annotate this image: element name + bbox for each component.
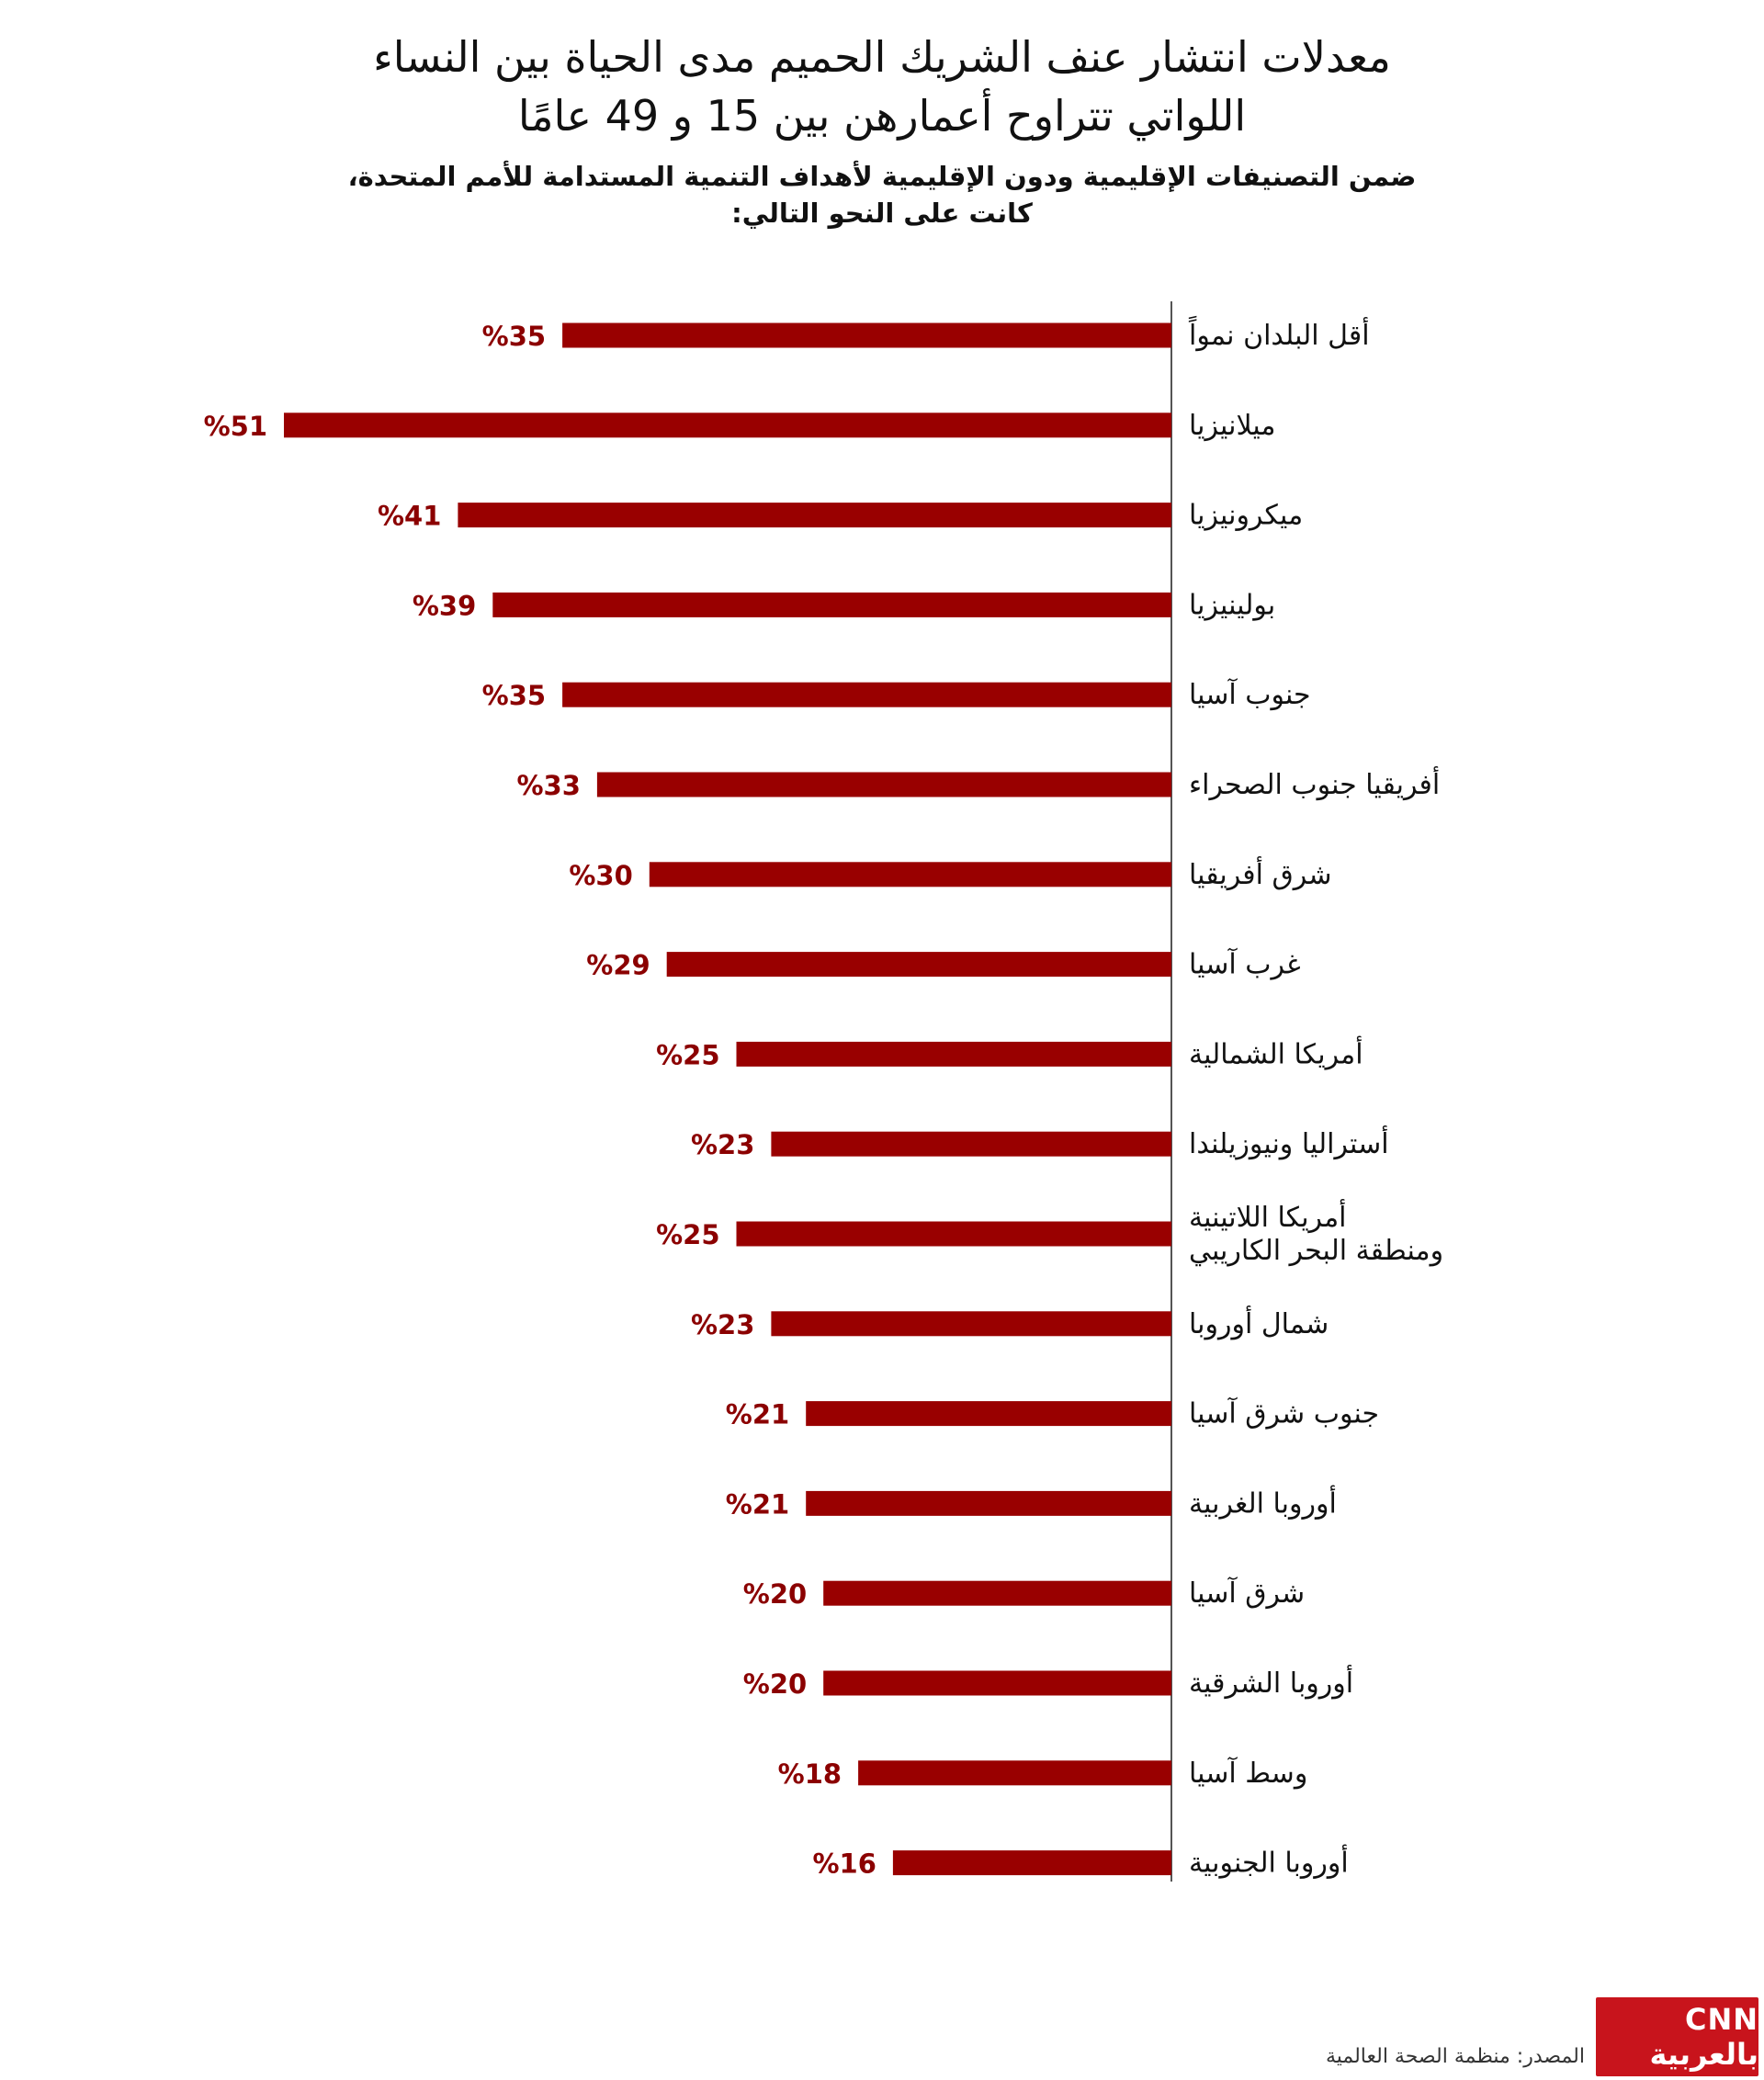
- category-label: [1189, 1664, 1353, 1700]
- bar: [492, 593, 1171, 617]
- bar: [823, 1671, 1171, 1696]
- category-label-line: أقل البلدان نمواً: [1189, 320, 1370, 352]
- value-label: %20: [742, 1578, 808, 1611]
- value-label: %25: [656, 1039, 720, 1071]
- chart-subtitle-line-1: ضمن التصنيفات الإقليمية ودون الإقليمية لأهداف التنمية المستدامة للأمم المتحدة،: [347, 161, 1417, 192]
- category-label: [1189, 765, 1440, 801]
- bar: [858, 1760, 1171, 1785]
- category-label-line: ميلانيزيا: [1189, 409, 1276, 442]
- category-label: [1189, 1305, 1329, 1340]
- bar: [806, 1491, 1171, 1516]
- chart-title-line-1: معدلات انتشار عنف الشريك الحميم مدى الحياة بين النساء: [373, 32, 1391, 82]
- value-label: %20: [742, 1668, 808, 1700]
- category-label: [1189, 855, 1331, 891]
- category-label: [1189, 948, 1301, 981]
- category-label: [1189, 1034, 1363, 1070]
- category-label: [1189, 410, 1275, 442]
- bar: [562, 683, 1171, 707]
- category-label: [1189, 589, 1275, 621]
- bar: [597, 773, 1171, 797]
- value-label: %23: [690, 1129, 755, 1161]
- category-label-line: أستراليا ونيوزيلندا: [1189, 1128, 1389, 1161]
- category-label-line: غرب آسيا: [1189, 948, 1301, 981]
- bar: [562, 323, 1171, 348]
- bar: [806, 1401, 1171, 1426]
- category-label-line: شرق أفريقيا: [1189, 858, 1332, 891]
- value-label: %23: [690, 1308, 755, 1340]
- category-label-line: بولينيزيا: [1189, 589, 1276, 622]
- bar: [650, 862, 1171, 887]
- bar: [737, 1042, 1172, 1067]
- category-label-line: جنوب آسيا: [1189, 679, 1311, 712]
- chart-subtitle-line-2: كانت على النحو التالي:: [731, 198, 1033, 229]
- value-label: %25: [656, 1219, 720, 1250]
- category-label-line: ومنطقة البحر الكاريبي: [1189, 1235, 1444, 1267]
- value-label: %18: [777, 1758, 842, 1790]
- bar: [737, 1222, 1172, 1247]
- category-label-line: أمريكا اللاتينية: [1189, 1202, 1347, 1234]
- category-label: [1189, 1484, 1337, 1520]
- category-label-line: أفريقيا جنوب الصحراء: [1189, 769, 1441, 801]
- value-label: %39: [412, 590, 477, 622]
- category-label: [1189, 678, 1311, 711]
- category-label-line: أوروبا الغربية: [1189, 1487, 1337, 1520]
- category-label: [1189, 1397, 1379, 1430]
- value-label: %41: [377, 500, 442, 532]
- category-label: [1189, 1198, 1443, 1267]
- category-label-line: شرق آسيا: [1189, 1577, 1306, 1611]
- bar: [458, 503, 1171, 527]
- value-label: %21: [725, 1398, 790, 1430]
- category-label-line: أمريكا الشمالية: [1189, 1038, 1363, 1071]
- value-label: %29: [586, 949, 650, 981]
- category-label-line: وسط آسيا: [1189, 1757, 1308, 1790]
- category-label: [1189, 1844, 1349, 1880]
- bar: [771, 1311, 1171, 1336]
- value-label: %16: [812, 1848, 876, 1880]
- bar: [893, 1850, 1171, 1875]
- category-label-line: أوروبا الجنوبية: [1189, 1847, 1349, 1880]
- value-label: %30: [569, 859, 633, 891]
- value-label: %21: [725, 1488, 790, 1520]
- chart-title-line-2: اللواتي تتراوح أعمارهن بين 15 و 49 عامًا: [517, 91, 1247, 141]
- value-label: %35: [481, 321, 547, 352]
- category-label: [1189, 315, 1370, 352]
- category-label: [1189, 500, 1303, 532]
- category-label-line: جنوب شرق آسيا: [1189, 1397, 1380, 1430]
- bar: [667, 952, 1171, 977]
- source-note: المصدر: منظمة الصحة العالمية: [1325, 2045, 1585, 2068]
- bar: [284, 413, 1171, 437]
- category-label: [1189, 1577, 1305, 1610]
- category-label-line: أوروبا الشرقية: [1189, 1667, 1354, 1700]
- cnn-arabic-logo: [1596, 1997, 1758, 2076]
- bar: [771, 1132, 1171, 1157]
- category-label-line: شمال أوروبا: [1189, 1307, 1329, 1340]
- value-label: %51: [203, 410, 267, 442]
- bar: [823, 1581, 1171, 1606]
- value-label: %35: [481, 680, 547, 712]
- category-label: [1189, 1757, 1307, 1790]
- category-label-line: ميكرونيزيا: [1189, 499, 1304, 532]
- value-label: %33: [516, 770, 581, 801]
- category-label: [1189, 1125, 1389, 1160]
- logo-text: CNN بالعربية: [1649, 2002, 1758, 2072]
